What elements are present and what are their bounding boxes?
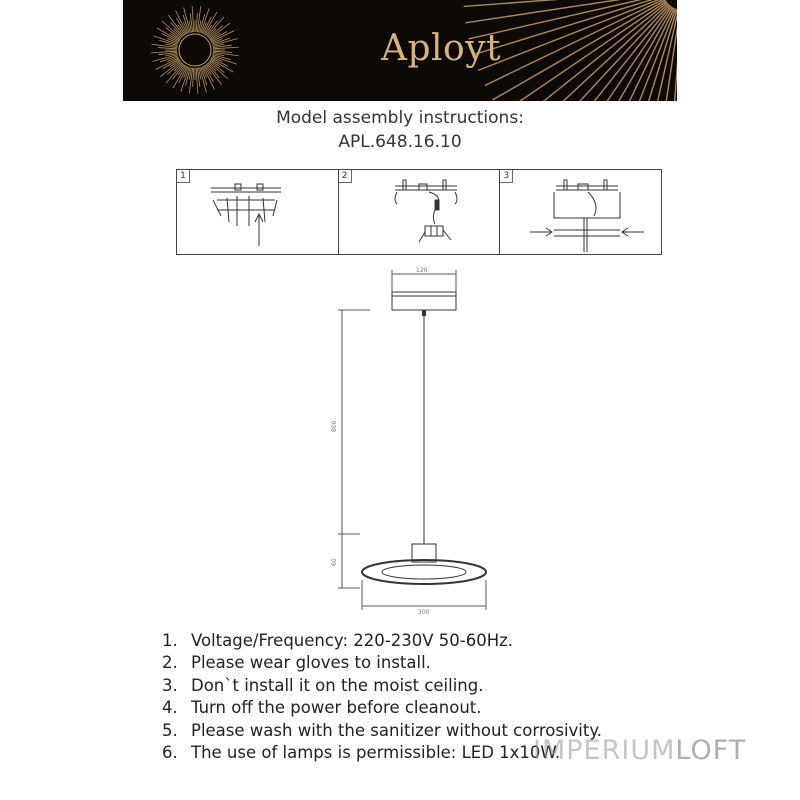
assembly-steps: [176, 169, 662, 255]
page-title: Model assembly instructions:: [276, 108, 524, 128]
step-3-drawing: [500, 170, 674, 254]
sun-ray: [196, 13, 197, 32]
corner-ray: [478, 0, 664, 70]
step-number: 2: [339, 170, 352, 183]
step-1-drawing: [177, 170, 315, 254]
list-item: 1. Voltage/Frequency: 220-230V 50-60Hz.: [162, 631, 514, 650]
brand-logo: Aployt: [381, 28, 502, 69]
sun-ray: [206, 64, 222, 85]
step-1-panel: [177, 170, 339, 254]
shade-width-label: 300: [418, 609, 430, 616]
step-3-panel: [500, 170, 661, 254]
step-number: 3: [500, 170, 513, 183]
cable-length-label: 800: [331, 420, 338, 432]
sun-ray: [213, 51, 232, 52]
watermark: IMPERIUMLOFT: [533, 735, 747, 766]
list-item: 3. Don`t install it on the moist ceiling.: [162, 675, 484, 695]
lamp-height-label: 60: [331, 558, 338, 566]
step-2-drawing: [339, 170, 509, 254]
step-2-panel: [339, 170, 501, 254]
sun-ray: [193, 68, 194, 87]
sun-ray: [160, 61, 181, 77]
list-item: 5. Please wash with the sanitizer without corrosivity.: [162, 720, 603, 740]
step-number: 1: [177, 170, 190, 183]
sun-ray: [168, 15, 184, 36]
list-item: 2. Please wear gloves to install.: [162, 653, 431, 673]
model-number: APL.648.16.10: [338, 132, 462, 152]
canopy-width-label: 120: [416, 267, 428, 274]
sun-ray: [158, 48, 177, 49]
sun-ray: [209, 23, 230, 39]
lamp-dimension-drawing: [320, 262, 490, 617]
list-item: 6. The use of lamps is permissible: LED 1x10W.: [162, 743, 561, 763]
brand-banner: [123, 0, 677, 101]
list-item: 4. Turn off the power before cleanout.: [162, 698, 482, 718]
